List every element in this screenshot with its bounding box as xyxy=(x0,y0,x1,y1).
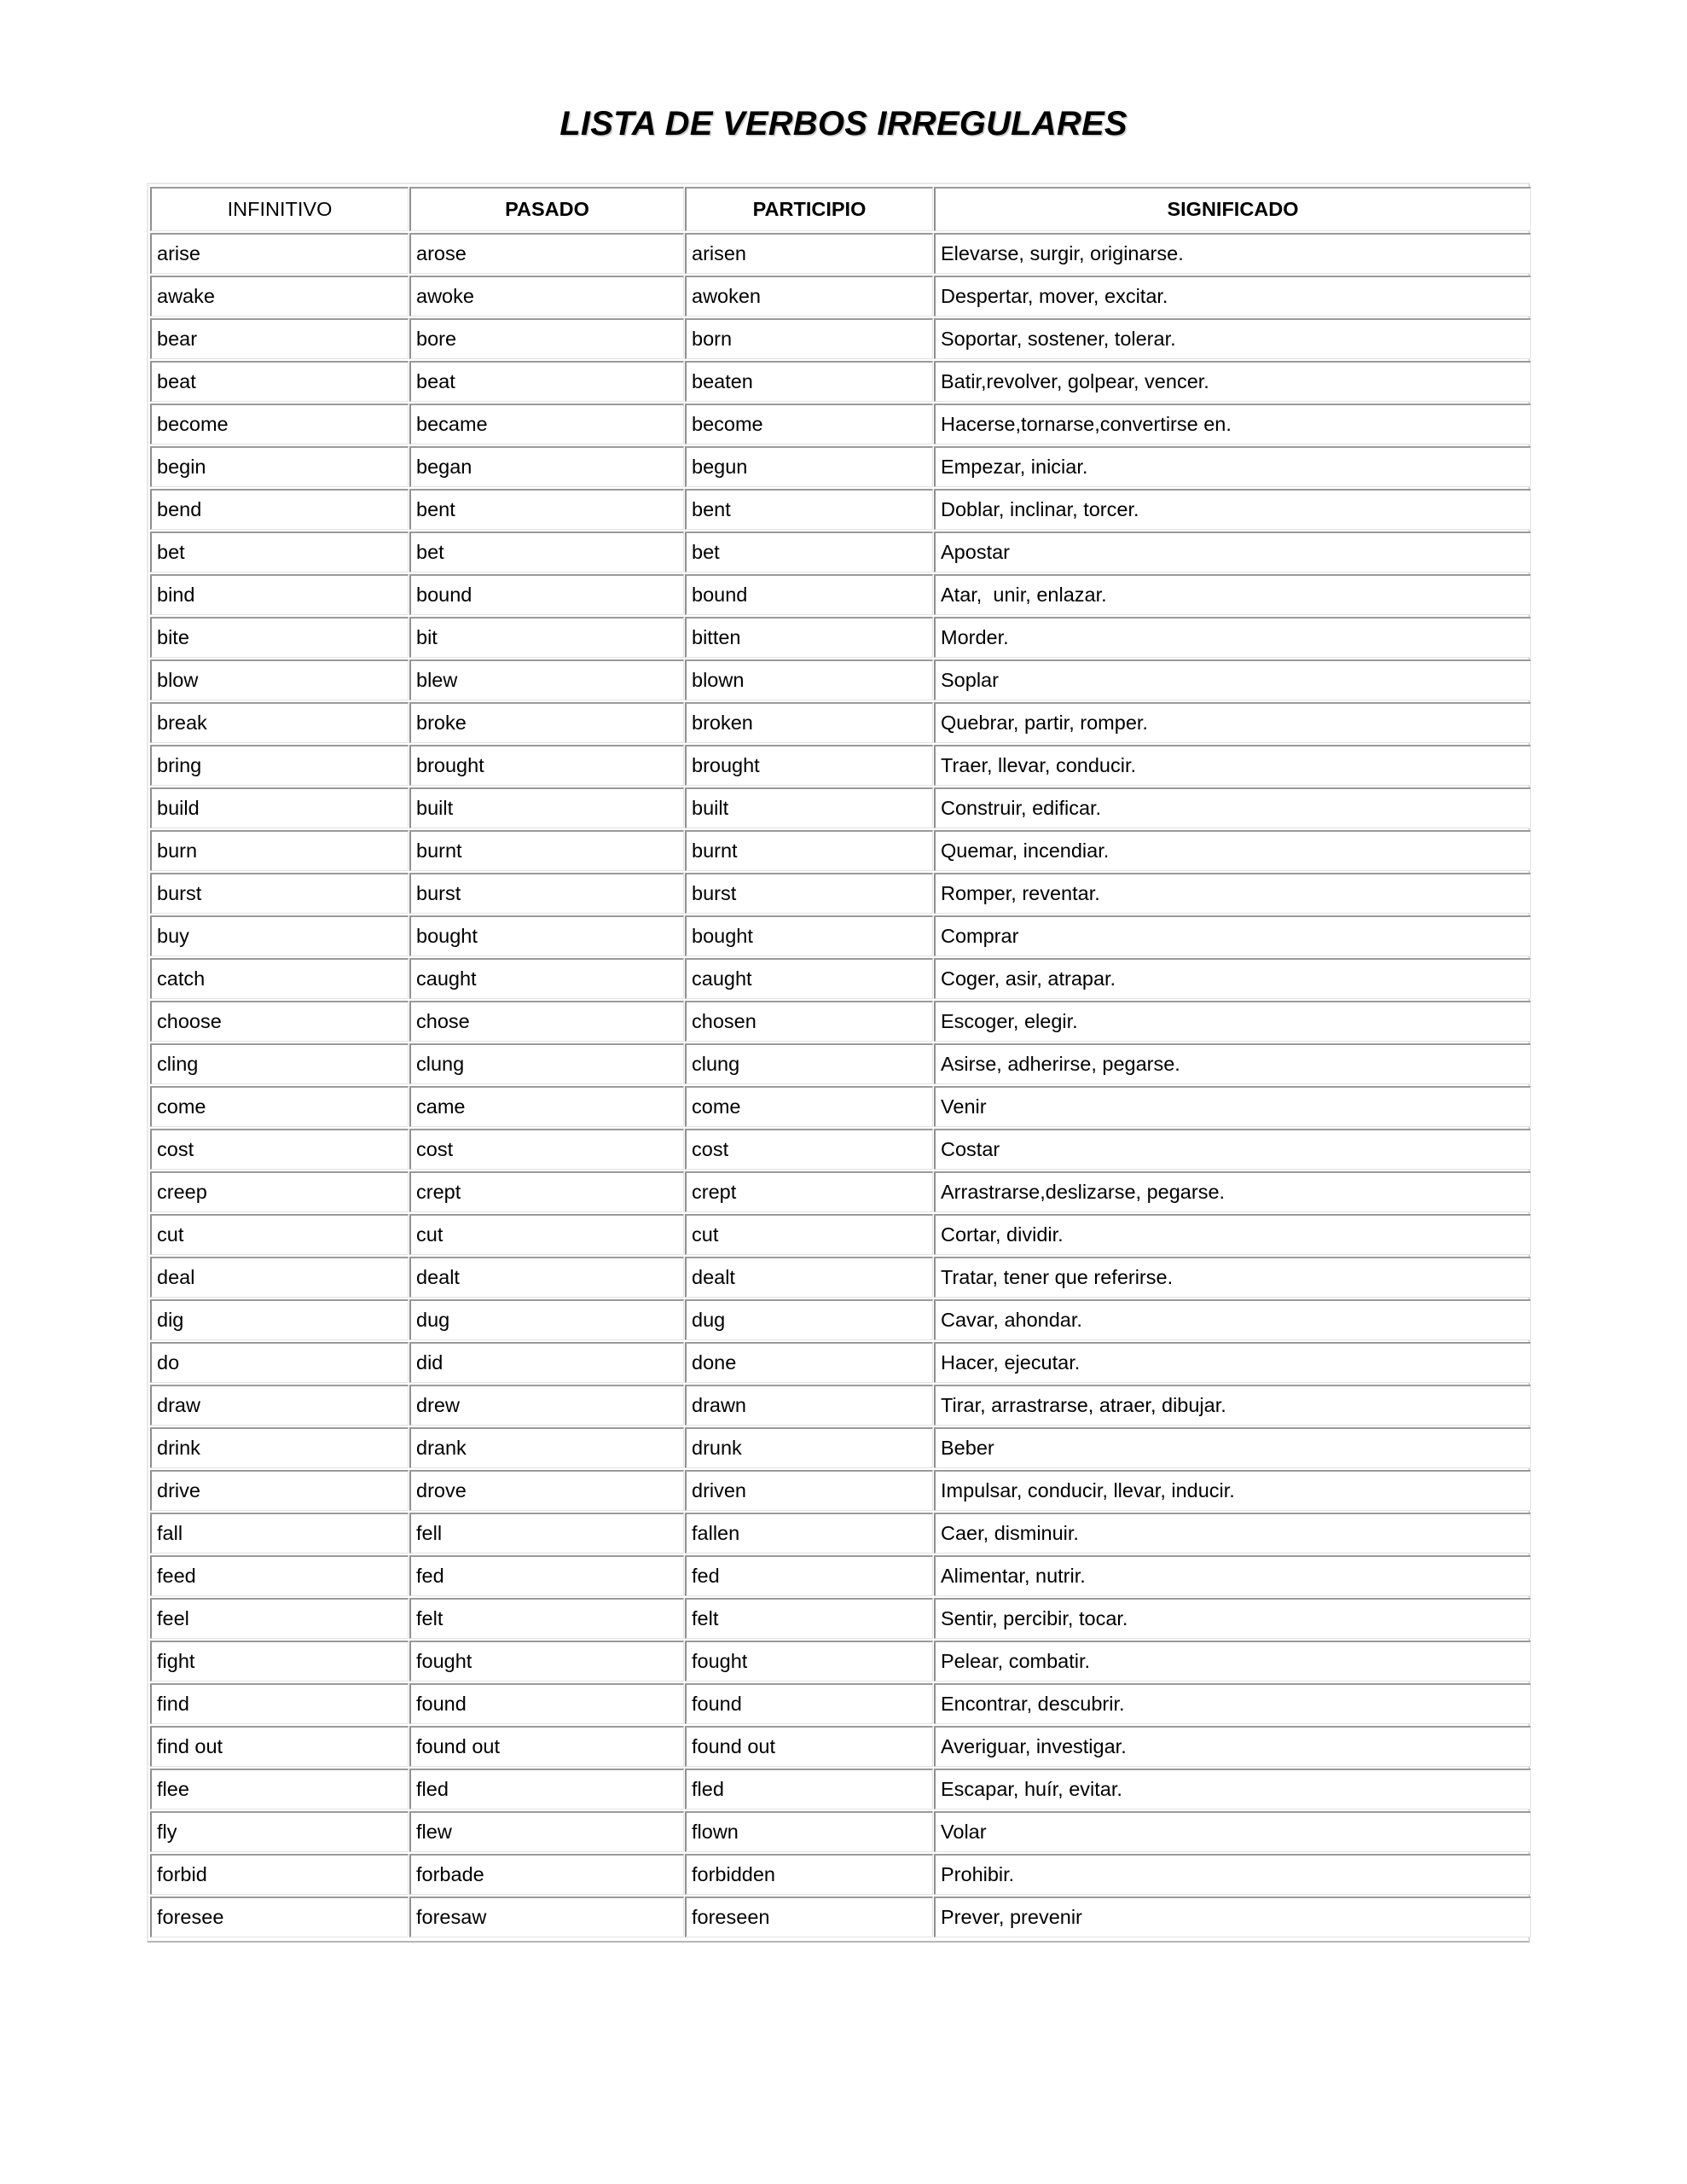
cell-significado: Venir xyxy=(934,1086,1531,1127)
cell-pasado: fed xyxy=(409,1555,684,1596)
cell-infinitivo: creep xyxy=(150,1171,409,1212)
cell-pasado: built xyxy=(409,787,684,828)
cell-participio: cost xyxy=(685,1129,933,1170)
cell-significado: Tratar, tener que referirse. xyxy=(934,1257,1531,1298)
table-row xyxy=(150,873,1531,914)
irregular-verbs-table-container xyxy=(147,183,1530,1943)
cell-significado: Sentir, percibir, tocar. xyxy=(934,1598,1531,1639)
cell-participio: caught xyxy=(685,958,933,999)
cell-participio: drunk xyxy=(685,1427,933,1468)
cell-significado: Arrastrarse,deslizarse, pegarse. xyxy=(934,1171,1531,1212)
cell-participio: become xyxy=(685,404,933,444)
cell-infinitivo: drive xyxy=(150,1470,409,1511)
table-row xyxy=(150,1854,1531,1895)
cell-infinitivo: deal xyxy=(150,1257,409,1298)
cell-infinitivo: fall xyxy=(150,1513,409,1554)
table-row xyxy=(150,1171,1531,1212)
cell-participio: clung xyxy=(685,1043,933,1084)
cell-participio: fallen xyxy=(685,1513,933,1554)
cell-participio: built xyxy=(685,787,933,828)
table-row xyxy=(150,1129,1531,1170)
cell-infinitivo: come xyxy=(150,1086,409,1127)
cell-significado: Prever, prevenir xyxy=(934,1896,1531,1937)
cell-pasado: forbade xyxy=(409,1854,684,1895)
cell-participio: bent xyxy=(685,489,933,530)
cell-participio: born xyxy=(685,318,933,359)
cell-significado: Escoger, elegir. xyxy=(934,1001,1531,1042)
cell-infinitivo: burn xyxy=(150,830,409,871)
cell-significado: Empezar, iniciar. xyxy=(934,446,1531,487)
cell-participio: dealt xyxy=(685,1257,933,1298)
cell-pasado: drank xyxy=(409,1427,684,1468)
table-row xyxy=(150,318,1531,359)
cell-significado: Hacer, ejecutar. xyxy=(934,1342,1531,1383)
cell-pasado: burst xyxy=(409,873,684,914)
cell-significado: Pelear, combatir. xyxy=(934,1641,1531,1682)
cell-infinitivo: find out xyxy=(150,1726,409,1767)
column-header-infinitivo: INFINITIVO xyxy=(150,187,409,231)
cell-infinitivo: flee xyxy=(150,1769,409,1809)
cell-infinitivo: foresee xyxy=(150,1896,409,1937)
cell-participio: awoken xyxy=(685,276,933,317)
cell-significado: Escapar, huír, evitar. xyxy=(934,1769,1531,1809)
cell-participio: bitten xyxy=(685,617,933,658)
cell-significado: Quemar, incendiar. xyxy=(934,830,1531,871)
cell-infinitivo: fight xyxy=(150,1641,409,1682)
cell-pasado: fought xyxy=(409,1641,684,1682)
cell-pasado: felt xyxy=(409,1598,684,1639)
cell-pasado: caught xyxy=(409,958,684,999)
cell-infinitivo: bring xyxy=(150,745,409,786)
cell-pasado: drove xyxy=(409,1470,684,1511)
cell-infinitivo: choose xyxy=(150,1001,409,1042)
cell-significado: Cortar, dividir. xyxy=(934,1214,1531,1255)
cell-significado: Encontrar, descubrir. xyxy=(934,1683,1531,1724)
table-row xyxy=(150,1811,1531,1852)
cell-significado: Romper, reventar. xyxy=(934,873,1531,914)
cell-participio: burst xyxy=(685,873,933,914)
cell-significado: Construir, edificar. xyxy=(934,787,1531,828)
cell-infinitivo: arise xyxy=(150,233,409,274)
cell-significado: Traer, llevar, conducir. xyxy=(934,745,1531,786)
cell-pasado: arose xyxy=(409,233,684,274)
cell-pasado: found xyxy=(409,1683,684,1724)
cell-pasado: bet xyxy=(409,531,684,572)
cell-infinitivo: bet xyxy=(150,531,409,572)
cell-infinitivo: burst xyxy=(150,873,409,914)
cell-participio: cut xyxy=(685,1214,933,1255)
cell-significado: Morder. xyxy=(934,617,1531,658)
cell-pasado: blew xyxy=(409,659,684,700)
table-row xyxy=(150,361,1531,402)
cell-participio: felt xyxy=(685,1598,933,1639)
cell-significado: Beber xyxy=(934,1427,1531,1468)
cell-pasado: began xyxy=(409,446,684,487)
cell-pasado: dealt xyxy=(409,1257,684,1298)
cell-pasado: beat xyxy=(409,361,684,402)
cell-participio: broken xyxy=(685,702,933,743)
table-row xyxy=(150,1299,1531,1340)
cell-significado: Caer, disminuir. xyxy=(934,1513,1531,1554)
table-row xyxy=(150,1214,1531,1255)
cell-participio: flown xyxy=(685,1811,933,1852)
cell-participio: bet xyxy=(685,531,933,572)
cell-pasado: flew xyxy=(409,1811,684,1852)
cell-pasado: cut xyxy=(409,1214,684,1255)
table-row xyxy=(150,1470,1531,1511)
cell-significado: Impulsar, conducir, llevar, inducir. xyxy=(934,1470,1531,1511)
cell-infinitivo: bear xyxy=(150,318,409,359)
cell-participio: beaten xyxy=(685,361,933,402)
cell-infinitivo: awake xyxy=(150,276,409,317)
cell-pasado: fled xyxy=(409,1769,684,1809)
cell-pasado: fell xyxy=(409,1513,684,1554)
page-title-container xyxy=(0,82,1687,166)
cell-pasado: broke xyxy=(409,702,684,743)
cell-participio: brought xyxy=(685,745,933,786)
table-row xyxy=(150,574,1531,615)
cell-participio: chosen xyxy=(685,1001,933,1042)
cell-participio: forbidden xyxy=(685,1854,933,1895)
cell-infinitivo: break xyxy=(150,702,409,743)
cell-infinitivo: bite xyxy=(150,617,409,658)
cell-participio: burnt xyxy=(685,830,933,871)
table-row xyxy=(150,958,1531,999)
cell-infinitivo: dig xyxy=(150,1299,409,1340)
cell-pasado: dug xyxy=(409,1299,684,1340)
cell-pasado: burnt xyxy=(409,830,684,871)
cell-infinitivo: blow xyxy=(150,659,409,700)
cell-pasado: clung xyxy=(409,1043,684,1084)
page-title: LISTA DE VERBOS IRREGULARES xyxy=(559,104,1128,142)
table-row xyxy=(150,745,1531,786)
table-row xyxy=(150,446,1531,487)
cell-significado: Elevarse, surgir, originarse. xyxy=(934,233,1531,274)
table-row xyxy=(150,1342,1531,1383)
cell-infinitivo: bend xyxy=(150,489,409,530)
table-header-row xyxy=(150,187,1531,231)
cell-pasado: bent xyxy=(409,489,684,530)
table-row xyxy=(150,659,1531,700)
cell-participio: bound xyxy=(685,574,933,615)
cell-participio: come xyxy=(685,1086,933,1127)
cell-participio: dug xyxy=(685,1299,933,1340)
cell-significado: Comprar xyxy=(934,915,1531,956)
table-row xyxy=(150,1043,1531,1084)
cell-significado: Coger, asir, atrapar. xyxy=(934,958,1531,999)
table-row xyxy=(150,617,1531,658)
table-row xyxy=(150,830,1531,871)
cell-participio: done xyxy=(685,1342,933,1383)
cell-participio: fought xyxy=(685,1641,933,1682)
cell-infinitivo: feel xyxy=(150,1598,409,1639)
column-header-participio: PARTICIPIO xyxy=(685,187,933,231)
cell-infinitivo: begin xyxy=(150,446,409,487)
table-row xyxy=(150,1257,1531,1298)
table-row xyxy=(150,1896,1531,1937)
cell-significado: Batir,revolver, golpear, vencer. xyxy=(934,361,1531,402)
cell-significado: Atar, unir, enlazar. xyxy=(934,574,1531,615)
cell-significado: Volar xyxy=(934,1811,1531,1852)
cell-pasado: drew xyxy=(409,1385,684,1426)
table-row xyxy=(150,1513,1531,1554)
cell-pasado: bit xyxy=(409,617,684,658)
cell-pasado: became xyxy=(409,404,684,444)
table-row xyxy=(150,233,1531,274)
cell-significado: Prohibir. xyxy=(934,1854,1531,1895)
cell-participio: arisen xyxy=(685,233,933,274)
cell-significado: Asirse, adherirse, pegarse. xyxy=(934,1043,1531,1084)
table-row xyxy=(150,276,1531,317)
cell-participio: found xyxy=(685,1683,933,1724)
cell-significado: Soportar, sostener, tolerar. xyxy=(934,318,1531,359)
cell-pasado: bound xyxy=(409,574,684,615)
cell-significado: Quebrar, partir, romper. xyxy=(934,702,1531,743)
cell-significado: Doblar, inclinar, torcer. xyxy=(934,489,1531,530)
table-row xyxy=(150,1641,1531,1682)
table-row xyxy=(150,702,1531,743)
cell-significado: Despertar, mover, excitar. xyxy=(934,276,1531,317)
cell-pasado: foresaw xyxy=(409,1896,684,1937)
cell-significado: Soplar xyxy=(934,659,1531,700)
cell-pasado: awoke xyxy=(409,276,684,317)
cell-pasado: chose xyxy=(409,1001,684,1042)
cell-infinitivo: cut xyxy=(150,1214,409,1255)
cell-participio: crept xyxy=(685,1171,933,1212)
cell-significado: Costar xyxy=(934,1129,1531,1170)
cell-infinitivo: catch xyxy=(150,958,409,999)
table-row xyxy=(150,787,1531,828)
table-row xyxy=(150,1598,1531,1639)
table-row xyxy=(150,1683,1531,1724)
cell-infinitivo: do xyxy=(150,1342,409,1383)
cell-pasado: bought xyxy=(409,915,684,956)
cell-infinitivo: beat xyxy=(150,361,409,402)
cell-infinitivo: cost xyxy=(150,1129,409,1170)
table-row xyxy=(150,1726,1531,1767)
cell-participio: fled xyxy=(685,1769,933,1809)
cell-significado: Cavar, ahondar. xyxy=(934,1299,1531,1340)
cell-participio: bought xyxy=(685,915,933,956)
cell-pasado: cost xyxy=(409,1129,684,1170)
cell-infinitivo: buy xyxy=(150,915,409,956)
cell-pasado: brought xyxy=(409,745,684,786)
cell-participio: fed xyxy=(685,1555,933,1596)
cell-infinitivo: cling xyxy=(150,1043,409,1084)
cell-infinitivo: feed xyxy=(150,1555,409,1596)
table-body xyxy=(150,187,1531,1937)
cell-participio: driven xyxy=(685,1470,933,1511)
cell-infinitivo: forbid xyxy=(150,1854,409,1895)
table-row xyxy=(150,1001,1531,1042)
cell-significado: Apostar xyxy=(934,531,1531,572)
table-row xyxy=(150,489,1531,530)
cell-pasado: came xyxy=(409,1086,684,1127)
cell-infinitivo: bind xyxy=(150,574,409,615)
table-row xyxy=(150,404,1531,444)
column-header-pasado: PASADO xyxy=(409,187,684,231)
cell-significado: Alimentar, nutrir. xyxy=(934,1555,1531,1596)
irregular-verbs-table xyxy=(149,185,1532,1939)
cell-infinitivo: drink xyxy=(150,1427,409,1468)
cell-infinitivo: fly xyxy=(150,1811,409,1852)
cell-significado: Averiguar, investigar. xyxy=(934,1726,1531,1767)
cell-participio: foreseen xyxy=(685,1896,933,1937)
cell-infinitivo: draw xyxy=(150,1385,409,1426)
cell-participio: found out xyxy=(685,1726,933,1767)
cell-pasado: crept xyxy=(409,1171,684,1212)
table-row xyxy=(150,915,1531,956)
column-header-significado: SIGNIFICADO xyxy=(934,187,1531,231)
table-row xyxy=(150,1086,1531,1127)
table-row xyxy=(150,1427,1531,1468)
table-row xyxy=(150,1555,1531,1596)
cell-infinitivo: become xyxy=(150,404,409,444)
table-row xyxy=(150,531,1531,572)
cell-significado: Hacerse,tornarse,convertirse en. xyxy=(934,404,1531,444)
table-row xyxy=(150,1769,1531,1809)
cell-participio: blown xyxy=(685,659,933,700)
cell-pasado: did xyxy=(409,1342,684,1383)
cell-significado: Tirar, arrastrarse, atraer, dibujar. xyxy=(934,1385,1531,1426)
cell-infinitivo: find xyxy=(150,1683,409,1724)
cell-participio: drawn xyxy=(685,1385,933,1426)
cell-pasado: bore xyxy=(409,318,684,359)
cell-infinitivo: build xyxy=(150,787,409,828)
cell-participio: begun xyxy=(685,446,933,487)
table-row xyxy=(150,1385,1531,1426)
cell-pasado: found out xyxy=(409,1726,684,1767)
